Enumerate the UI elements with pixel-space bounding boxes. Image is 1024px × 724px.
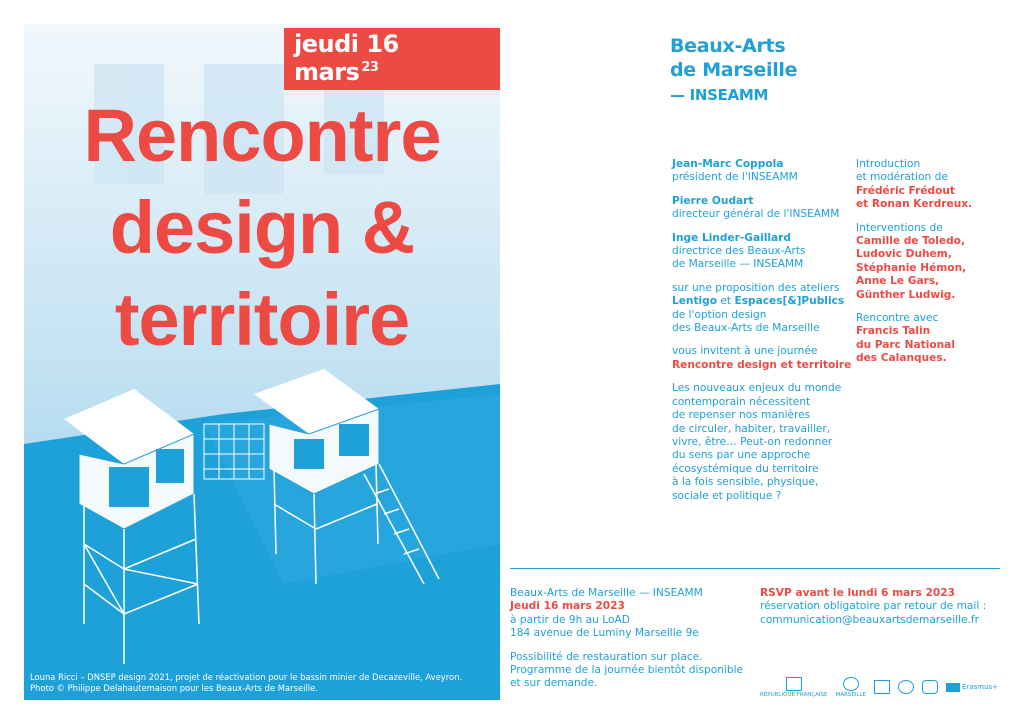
section-label: et modération de	[856, 171, 948, 184]
brand-logo	[670, 34, 797, 106]
logo-text: RÉPUBLIQUE FRANÇAISE	[760, 691, 828, 698]
guest-block	[856, 312, 1006, 366]
description-line: à la fois sensible, physique,	[672, 476, 819, 489]
description-line: sociale et politique ?	[672, 489, 782, 502]
venue-info	[510, 587, 760, 701]
description-line: vivre, être… Peut-on redonner	[672, 435, 833, 448]
host-role: président de l'INSEAMM	[672, 171, 798, 184]
atelier-name: Espaces[&]Publics	[734, 295, 845, 308]
host-role: directeur général de l'INSEAMM	[672, 208, 840, 221]
description-line: Les nouveaux enjeux du monde	[672, 382, 842, 395]
title-line: territoire	[114, 278, 410, 361]
partner-logo	[898, 680, 914, 695]
host-name: Pierre Oudart	[672, 194, 754, 207]
speaker-name: Anne Le Gars,	[856, 275, 940, 288]
poster-title	[24, 90, 500, 366]
guest-name: des Calanques.	[856, 352, 947, 365]
proposal-text: des Beaux-Arts de Marseille	[672, 322, 820, 335]
invite-block	[672, 345, 852, 372]
rsvp-email-link[interactable]: communication@beauxartsdemarseille.fr	[760, 613, 980, 626]
host-block	[672, 158, 852, 185]
moderator-name: et Ronan Kerdreux.	[856, 198, 973, 211]
speaker-name: Ludovic Duhem,	[856, 248, 952, 261]
credit-line: Photo © Philippe Delahautemaison pour les Beaux-Arts de Marseille.	[30, 683, 318, 693]
erasmus-logo	[946, 683, 998, 692]
host-name: Inge Linder-Gaillard	[672, 231, 791, 244]
load-logo	[922, 680, 938, 695]
venue-line: Beaux-Arts de Marseille — INSEAMM	[510, 587, 703, 599]
partner-logo	[874, 680, 890, 695]
info-line: Programme de la journée bientôt disponible	[510, 664, 744, 677]
speaker-name: Günther Ludwig.	[856, 288, 956, 301]
rsvp-note: réservation obligatoire par retour de mail :	[760, 600, 987, 613]
logo-text: MARSEILLE	[835, 691, 867, 698]
eu-flag-icon	[946, 683, 960, 692]
description-block	[672, 382, 852, 503]
section-label: Rencontre avec	[856, 312, 939, 325]
event-name: Rencontre design et territoire	[672, 358, 852, 371]
host-name: Jean-Marc Coppola	[672, 158, 784, 170]
moderation-block	[856, 158, 1006, 212]
catering-block	[510, 651, 760, 691]
speakers-column	[856, 158, 1006, 376]
proposal-text: de l'option design	[672, 308, 767, 321]
speaker-name: Stéphanie Hémon,	[856, 261, 967, 274]
host-role: de Marseille — INSEAMM	[672, 258, 804, 271]
brand-line: — INSEAMM	[670, 86, 769, 104]
host-block	[672, 195, 852, 222]
venue-address: 184 avenue de Luminy Marseille 9e	[510, 627, 699, 640]
section-label: Introduction	[856, 158, 921, 170]
rsvp-deadline: RSVP avant le lundi 6 mars 2023	[760, 587, 956, 599]
guest-name: du Parc National	[856, 338, 955, 351]
hosts-column	[672, 158, 852, 513]
section-label: Interventions de	[856, 221, 943, 234]
description-line: écosystémique du territoire	[672, 462, 819, 475]
title-line: design &	[109, 186, 415, 269]
guest-name: Francis Talin	[856, 325, 931, 338]
invite-text: vous invitent à une journée	[672, 345, 818, 358]
invitation-panel	[510, 0, 1010, 724]
rsvp-info	[760, 587, 1010, 627]
credit-line: Louna Ricci – DNSEP design 2021, projet de réactivation pour le bassin minier de Decazeville, Aveyron.	[30, 672, 463, 682]
divider	[510, 568, 1000, 569]
proposal-text: et	[717, 295, 735, 308]
info-line: Possibilité de restauration sur place.	[510, 650, 703, 663]
info-line: et sur demande.	[510, 677, 598, 690]
description-line: de circuler, habiter, travailler,	[672, 422, 831, 435]
host-block	[672, 232, 852, 272]
moderator-name: Frédéric Frédout	[856, 184, 955, 197]
republique-francaise-logo	[760, 677, 828, 698]
atelier-name: Lentigo	[672, 295, 718, 308]
brand-line: de Marseille	[670, 59, 798, 81]
event-date: jeudi 16 mars	[294, 30, 399, 86]
venue-line: à partir de 9h au LoAD	[510, 613, 630, 626]
brand-line: Beaux-Arts	[670, 35, 786, 57]
venue-date: Jeudi 16 mars 2023	[510, 600, 625, 613]
description-line: du sens par une approche	[672, 449, 811, 462]
interventions-block	[856, 222, 1006, 302]
proposal-text: sur une proposition des ateliers	[672, 281, 840, 294]
logo-text: Erasmus+	[962, 683, 999, 691]
title-line: Rencontre	[83, 94, 441, 177]
host-role: directrice des Beaux-Arts	[672, 245, 806, 258]
venue-block	[510, 587, 760, 641]
event-year: 23	[361, 60, 379, 75]
description-line: de repenser nos manières	[672, 409, 811, 422]
poster-image	[24, 24, 500, 700]
photo-credit	[30, 672, 462, 694]
event-date-badge	[284, 28, 500, 90]
proposal-block	[672, 282, 852, 336]
ville-marseille-logo	[836, 677, 867, 698]
speaker-name: Camille de Toledo,	[856, 235, 965, 248]
partner-logos	[760, 672, 1010, 702]
description-line: contemporain nécessitent	[672, 395, 811, 408]
